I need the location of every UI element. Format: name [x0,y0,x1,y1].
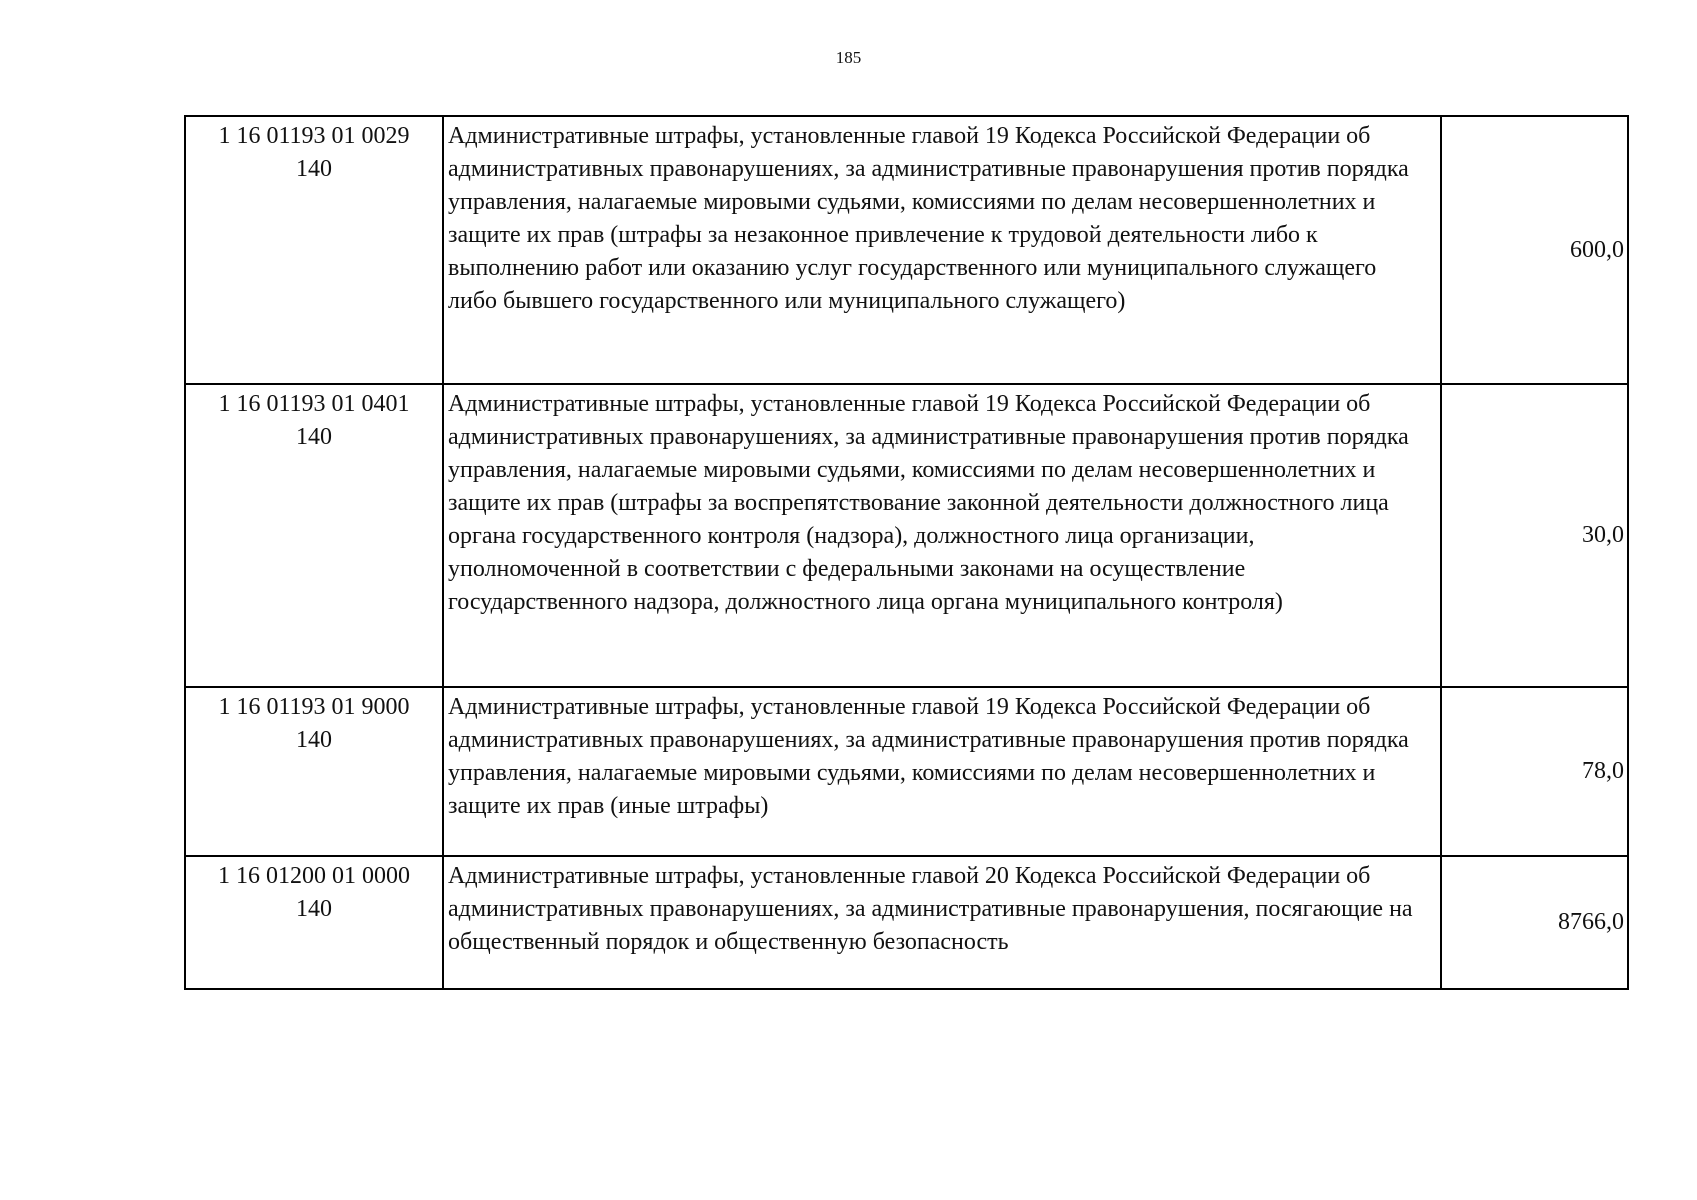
description-cell: Административные штрафы, установленные главой 19 Кодекса Российской Федерации об административных правонарушениях, за административные правонарушения против порядка управления, налагаемые мировыми судьями, комиссиями по делам несовершеннолетних и защите их прав (штрафы за воспрепятствование законной деятельности должностного лица органа государственного контроля (надзора), должностного лица организации, уполномоченной в соответствии с федеральными законами на осуществление государственного надзора, должностного лица органа муниципального контроля) [443,384,1441,687]
table-row [185,687,1628,856]
code-cell [185,687,443,856]
code-cell [185,856,443,989]
description-cell: Административные штрафы, установленные главой 20 Кодекса Российской Федерации об административных правонарушениях, за административные правонарушения, посягающие на общественный порядок и общественную безопасность [443,856,1441,989]
table-row [185,856,1628,989]
code-line: 1 16 01193 01 9000 [218,694,410,720]
amount-cell: 30,0 [1441,384,1628,687]
amount-cell: 8766,0 [1441,856,1628,989]
amount-cell: 78,0 [1441,687,1628,856]
amount-cell: 600,0 [1441,116,1628,384]
description-cell: Административные штрафы, установленные главой 19 Кодекса Российской Федерации об административных правонарушениях, за административные правонарушения против порядка управления, налагаемые мировыми судьями, комиссиями по делам несовершеннолетних и защите их прав (иные штрафы) [443,687,1441,856]
budget-table [184,115,1629,990]
table-row [185,116,1628,384]
code-line: 140 [296,727,332,753]
code-line: 140 [296,424,332,450]
code-cell [185,384,443,687]
code-line: 140 [296,156,332,182]
table-row [185,384,1628,687]
code-cell [185,116,443,384]
code-line: 1 16 01193 01 0401 [218,391,410,417]
code-line: 1 16 01200 01 0000 [218,863,410,889]
page-number: 185 [835,48,862,67]
description-cell: Административные штрафы, установленные главой 19 Кодекса Российской Федерации об административных правонарушениях, за административные правонарушения против порядка управления, налагаемые мировыми судьями, комиссиями по делам несовершеннолетних и защите их прав (штрафы за незаконное привлечение к трудовой деятельности либо к выполнению работ или оказанию услуг государственного или муниципального служащего либо бывшего государственного или муниципального служащего) [443,116,1441,384]
code-line: 140 [296,896,332,922]
code-line: 1 16 01193 01 0029 [218,123,410,149]
